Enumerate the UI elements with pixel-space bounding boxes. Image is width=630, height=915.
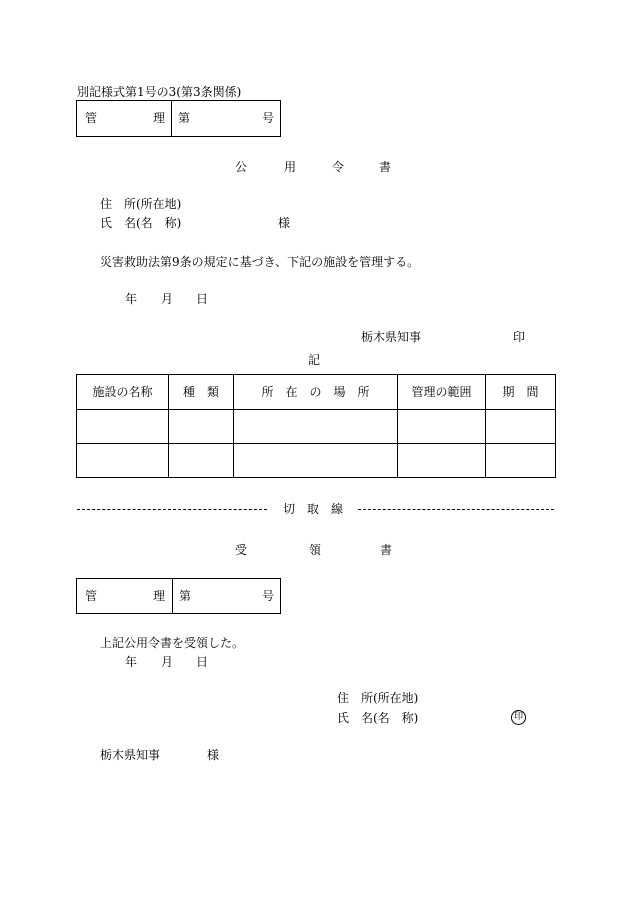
date-month: 月 [161,292,174,306]
recipient-honorific: 様 [278,216,291,230]
date-day: 日 [196,292,209,306]
order-title-char-1: 公 [235,160,248,174]
issuer-name: 栃木県知事 [361,330,422,344]
receipt-addressee-honorific: 様 [207,748,220,762]
number-label-go: 号 [262,111,275,125]
date-year: 年 [125,292,138,306]
receipt-signer-address-label: 住 所(所在地) [337,691,419,705]
admin-label-ri: 理 [153,111,166,125]
order-title-char-4: 書 [379,160,392,174]
receipt-addressee-name: 栃木県知事 [100,748,161,762]
cut-line-label: 切 取 線 [283,502,344,516]
receipt-title-char-2: 領 [309,543,322,557]
receipt-date-month: 月 [161,655,174,669]
recipient-name-label: 氏 名(名 称) [100,216,182,230]
table-header-type: 種 類 [182,385,219,399]
form-label: 別記様式第1号の3(第3条関係) [77,85,242,99]
table-header-scope: 管理の範囲 [411,385,472,399]
receipt-admin-label-kan: 管 [85,589,98,603]
admin-number-box [76,100,281,137]
receipt-admin-label-ri: 理 [153,589,166,603]
body-text: 災害救助法第9条の規定に基づき、下記の施設を管理する。 [100,255,420,269]
receipt-date-day: 日 [196,655,209,669]
facility-table [76,374,556,478]
table-header-period: 期 間 [502,385,539,399]
receipt-title-char-3: 書 [380,543,393,557]
cut-line-left [77,509,267,510]
receipt-admin-number-box [76,578,281,614]
table-header-facility-name: 施設の名称 [92,385,153,399]
number-label-dai: 第 [178,111,191,125]
cut-line-right [358,509,554,510]
issuer-seal: 印 [513,330,526,344]
order-title-char-2: 用 [284,160,297,174]
receipt-signer-seal-icon: 印 [511,710,526,725]
receipt-signer-name-label: 氏 名(名 称) [337,711,419,725]
table-header-location: 所 在 の 場 所 [261,385,370,399]
receipt-date-year: 年 [125,655,138,669]
recipient-address-label: 住 所(所在地) [100,197,182,211]
order-title-char-3: 令 [332,160,345,174]
receipt-title-char-1: 受 [235,543,248,557]
receipt-number-label-dai: 第 [179,589,192,603]
receipt-text: 上記公用令書を受領した。 [100,636,245,650]
admin-label-kan: 管 [85,111,98,125]
receipt-number-label-go: 号 [262,589,275,603]
ki-label: 記 [308,353,321,367]
